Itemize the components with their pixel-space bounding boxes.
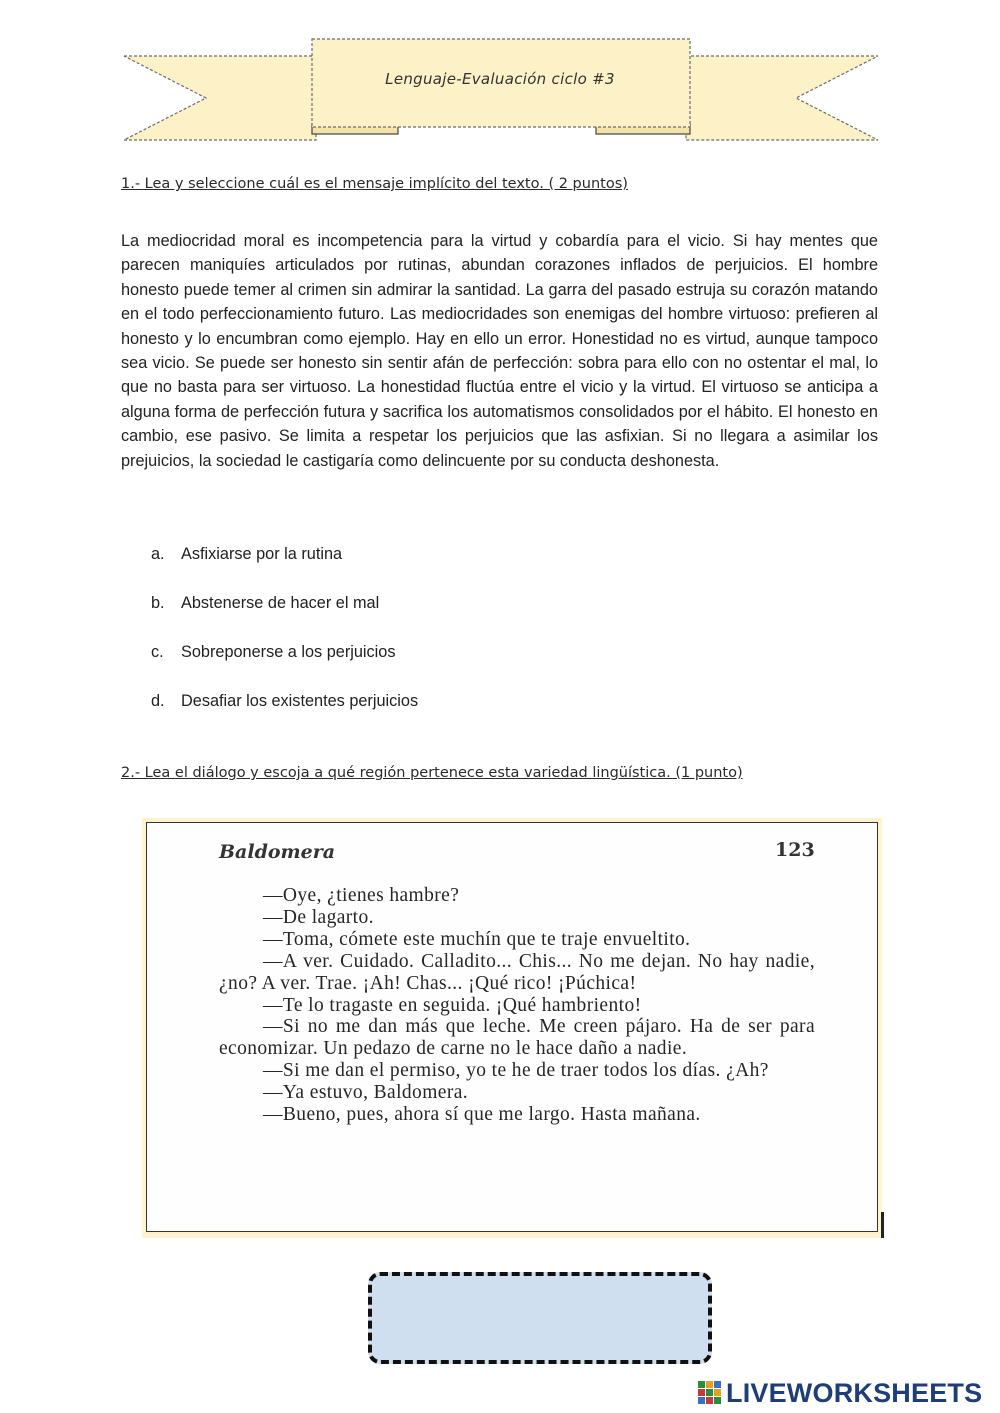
question-1-heading: 1.- Lea y seleccione cuál es el mensaje implícito del texto. ( 2 puntos) bbox=[121, 176, 628, 192]
brand-name: LIVEWORKSHEETS bbox=[726, 1377, 983, 1408]
answer-dropdown-box[interactable] bbox=[368, 1272, 712, 1364]
option-text: Asfixiarse por la rutina bbox=[181, 545, 343, 563]
dialogue-line: —Ya estuvo, Baldomera. bbox=[263, 1082, 469, 1104]
scan-edge-mark bbox=[881, 1212, 884, 1238]
ribbon-banner-graphic bbox=[120, 36, 882, 148]
option-text: Abstenerse de hacer el mal bbox=[181, 594, 380, 612]
option-b[interactable] bbox=[151, 594, 418, 643]
liveworksheets-brand bbox=[698, 1377, 982, 1409]
option-text: Desafiar los existentes perjuicios bbox=[181, 692, 419, 710]
answer-options bbox=[151, 545, 418, 741]
dialogue-line: —Te lo tragaste en seguida. ¡Qué hambriento! bbox=[263, 994, 642, 1016]
dialogue-line: —Si no me dan más que leche. Me creen pájaro. Ha de ser para economizar. Un pedazo de carne no le hace daño a nadie. bbox=[219, 1016, 815, 1060]
option-letter: b. bbox=[151, 594, 165, 612]
question-2-heading: 2.- Lea el diálogo y escoja a qué región pertenece esta variedad lingüística. (1 punto) bbox=[121, 765, 743, 781]
dialogue-line: —Si me dan el permiso, yo te he de traer todos los días. ¿Ah? bbox=[263, 1060, 769, 1082]
dialogue-line: —Bueno, pues, ahora sí que me largo. Hasta mañana. bbox=[263, 1104, 701, 1126]
book-page-scan bbox=[142, 818, 882, 1238]
dialogue-line: —Oye, ¿tienes hambre? bbox=[263, 885, 460, 906]
dialogue-line: —Toma, cómete este muchín que te traje envueltito. bbox=[263, 928, 691, 950]
option-d[interactable] bbox=[151, 692, 418, 741]
dialogue-line: —A ver. Cuidado. Calladito... Chis... No me dejan. No hay nadie, ¿no? A ver. Trae. ¡Ah! Chas... ¡Qué rico! ¡Púchica! bbox=[219, 950, 815, 994]
liveworksheets-logo-icon bbox=[698, 1379, 722, 1407]
option-letter: a. bbox=[151, 545, 165, 563]
option-a[interactable] bbox=[151, 545, 418, 594]
option-text: Sobreponerse a los perjuicios bbox=[181, 643, 396, 661]
option-letter: d. bbox=[151, 692, 165, 710]
book-page bbox=[146, 822, 878, 1232]
reading-passage: La mediocridad moral es incompetencia para la virtud y cobardía para el vicio. Si hay mentes que parecen maniquíes articulados por rutinas, abundan corazones inflados de perjuicios. El hombre honesto puede temer al crimen sin admirar la santidad. La garra del pasado estruja su corazón matando en el todo perfeccionamiento futuro. Las mediocridades son enemigas del hombre virtuoso: prefieren al honesto y lo encumbran como ejemplo. Hay en ello un error. Honestidad no es virtud, aunque tampoco sea vicio. Se puede ser honesto sin sentir afán de perfección: sobra para ello con no ostentar el mal, lo que no basta para ser virtuoso. La honestidad fluctúa entre el vicio y la virtud. El virtuoso se anticipa a alguna forma de perfección futura y sacrifica los automatismos consolidados por el hábito. El honesto en cambio, ese pasivo. Se limita a respetar los perjuicios que las asfixian. Si no llegara a asimilar los prejuicios, la sociedad le castigaría como delincuente por su conducta deshonesta. bbox=[121, 232, 878, 470]
page-number: 123 bbox=[775, 839, 815, 861]
dialogue-text bbox=[219, 885, 815, 1126]
dialogue-line: —De lagarto. bbox=[263, 906, 374, 928]
title-banner bbox=[120, 36, 882, 148]
book-title: Baldomera bbox=[219, 841, 336, 863]
option-c[interactable] bbox=[151, 643, 418, 692]
worksheet-title: Lenguaje-Evaluación ciclo #3 bbox=[385, 70, 615, 88]
option-letter: c. bbox=[151, 643, 164, 661]
